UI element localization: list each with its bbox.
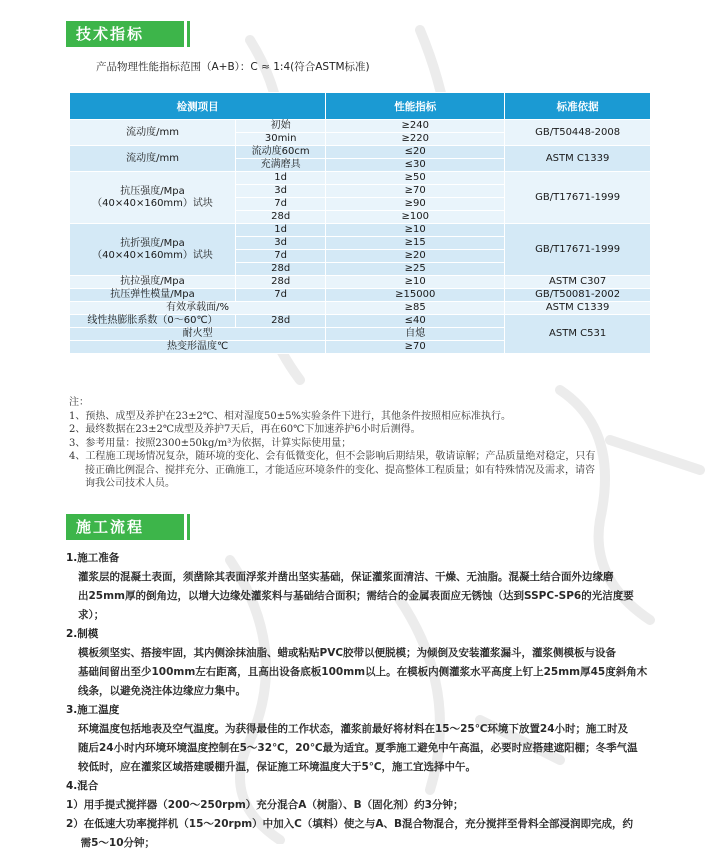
process-block <box>66 549 666 853</box>
param-cell: 有效承载面/% <box>70 302 326 315</box>
param-cell: 抗压强度/Mpa （40×40×160mm）试块 <box>70 172 236 224</box>
standard-cell: ASTM C307 <box>505 276 651 289</box>
cond-cell: 28d <box>236 276 326 289</box>
note-line: 询我公司技术人员。 <box>85 478 175 489</box>
standard-cell: ASTM C1339 <box>505 146 651 172</box>
table-row <box>70 315 651 328</box>
value-cell: ≥240 <box>326 120 505 133</box>
notes-block <box>69 396 659 491</box>
step-line: 2）在低速大功率搅拌机（15～20rpm）中加入C（填料）使之与A、B混合物混合，充分搅拌至骨料全部浸润即完成，约 <box>66 818 633 830</box>
step-line: 求）； <box>78 609 105 621</box>
spec-intro: 产品物理性能指标范围（A+B）：C ≈ 1:4(符合ASTM标准) <box>96 61 370 73</box>
standard-cell: GB/T17671-1999 <box>505 224 651 276</box>
standard-cell: GB/T50081-2002 <box>505 289 651 302</box>
header-test-item: 检测项目 <box>70 93 326 120</box>
cond-cell: 3d <box>236 185 326 198</box>
cond-cell: 1d <box>236 224 326 237</box>
notes-label: 注： <box>69 397 89 408</box>
header-performance: 性能指标 <box>326 93 505 120</box>
step-line: 环境温度包括地表及空气温度。为获得最佳的工作状态，灌浆前最好将材料在15～25℃环境下放置24小时；施工时及 <box>78 723 629 735</box>
value-cell: ≥15000 <box>326 289 505 302</box>
header-standard: 标准依据 <box>505 93 651 120</box>
value-cell: ≤30 <box>326 159 505 172</box>
cond-cell: 初始 <box>236 120 326 133</box>
table-row <box>70 120 651 133</box>
value-cell: ≥70 <box>326 341 505 354</box>
standard-cell: ASTM C1339 <box>505 302 651 315</box>
cond-cell: 7d <box>236 250 326 263</box>
table-row <box>70 302 651 315</box>
param-cell: 抗拉强度/Mpa <box>70 276 236 289</box>
table-header-row <box>70 93 651 120</box>
note-line: 3、参考用量：按照2300±50kg/m³为依据，计算实际使用量； <box>69 437 352 449</box>
standard-cell: GB/T50448-2008 <box>505 120 651 146</box>
cond-cell: 28d <box>236 263 326 276</box>
param-cell: 流动度/mm <box>70 120 236 146</box>
section-title-process: 施工流程 <box>66 514 184 540</box>
standard-cell: ASTM C531 <box>505 315 651 354</box>
value-cell: ≥70 <box>326 185 505 198</box>
value-cell: ≥20 <box>326 250 505 263</box>
step-line: 需5～10分钟； <box>66 837 156 849</box>
step-heading: 1.施工准备 <box>66 552 120 564</box>
cond-cell: 30min <box>236 133 326 146</box>
table-row <box>70 172 651 185</box>
step-heading: 4.混合 <box>66 780 99 792</box>
param-cell: 耐火型 <box>70 328 326 341</box>
step-line: 出25mm厚的倒角边，以增大边缘处灌浆料与基础结合面积；需结合的金属表面应无锈蚀（达到SSPC-SP6的光洁度要 <box>78 590 634 602</box>
value-cell: ≥10 <box>326 224 505 237</box>
step-line: 基础间留出至少100mm左右距离，且高出设备底板100mm以上。在模板内侧灌浆水平高度上钉上25mm厚45度斜角木 <box>78 666 648 678</box>
cond-cell: 28d <box>236 211 326 224</box>
param-cell: 线性热膨胀系数（0～60℃） <box>70 315 236 328</box>
param-cell: 抗压弹性模量/Mpa <box>70 289 236 302</box>
cond-cell: 1d <box>236 172 326 185</box>
note-line: 4、工程施工现场情况复杂，随环境的变化、会有低微变化，但不会影响后期结果，敬请谅解；产品质量绝对稳定，只有 <box>69 451 596 462</box>
table-row <box>70 224 651 237</box>
param-cell: 流动度/mm <box>70 146 236 172</box>
note-line: 2、最终数据在23±2℃成型及养护7天后，再在60℃下加速养护6小时后测得。 <box>69 424 421 435</box>
value-cell: ≥85 <box>326 302 505 315</box>
step-line: 线条，以避免浇注体边缘应力集中。 <box>78 685 246 697</box>
step-heading: 2.制模 <box>66 628 99 640</box>
cond-cell: 流动度60cm <box>236 146 326 159</box>
table-row <box>70 289 651 302</box>
table-row <box>70 146 651 159</box>
value-cell: ≤20 <box>326 146 505 159</box>
value-cell: ≤40 <box>326 315 505 328</box>
step-line: 灌浆层的混凝土表面，须凿除其表面浮浆并凿出坚实基础，保证灌浆面清洁、干燥、无油脂。混凝土结合面外边缘磨 <box>78 571 614 583</box>
value-cell: ≥50 <box>326 172 505 185</box>
value-cell: ≥25 <box>326 263 505 276</box>
step-line: 模板须坚实、搭接牢固，其内侧涂抹油脂、蜡或粘贴PVC胶带以便脱模；为倾倒及安装灌浆漏斗，灌浆侧模板与设备 <box>78 647 617 659</box>
value-cell: ≥15 <box>326 237 505 250</box>
cond-cell: 7d <box>236 289 326 302</box>
value-cell: 自熄 <box>326 328 505 341</box>
note-line: 1、预热、成型及养护在23±2℃、相对湿度50±5%实验条件下进行，其他条件按照相应标准执行。 <box>69 410 511 422</box>
section-title-specs: 技术指标 <box>66 21 184 47</box>
cond-cell: 充满磨具 <box>236 159 326 172</box>
param-cell: 热变形温度℃ <box>70 341 326 354</box>
step-line: 随后24小时内环境环境温度控制在5～32℃，20℃最为适宜。夏季施工避免中午高温，必要时应搭建遮阳棚；冬季气温 <box>78 742 638 754</box>
cond-cell: 7d <box>236 198 326 211</box>
standard-cell: GB/T17671-1999 <box>505 172 651 224</box>
spec-table <box>69 92 651 354</box>
note-line: 接正确比例混合、搅拌充分、正确施工，才能适应环境条件的变化、提高整体工程质量；如有特殊情况及需求，请咨 <box>85 464 595 476</box>
cond-cell: 28d <box>236 315 326 328</box>
param-cell: 抗折强度/Mpa （40×40×160mm）试块 <box>70 224 236 276</box>
value-cell: ≥100 <box>326 211 505 224</box>
step-line: 1）用手提式搅拌器（200～250rpm）充分混合A（树脂）、B（固化剂）约3分钟； <box>66 799 464 811</box>
value-cell: ≥220 <box>326 133 505 146</box>
cond-cell: 3d <box>236 237 326 250</box>
value-cell: ≥10 <box>326 276 505 289</box>
value-cell: ≥90 <box>326 198 505 211</box>
step-heading: 3.施工温度 <box>66 704 120 716</box>
step-line: 较低时，应在灌浆区域搭建暖棚升温，保证施工环境温度大于5℃，施工宜选择中午。 <box>78 761 477 773</box>
table-row <box>70 276 651 289</box>
